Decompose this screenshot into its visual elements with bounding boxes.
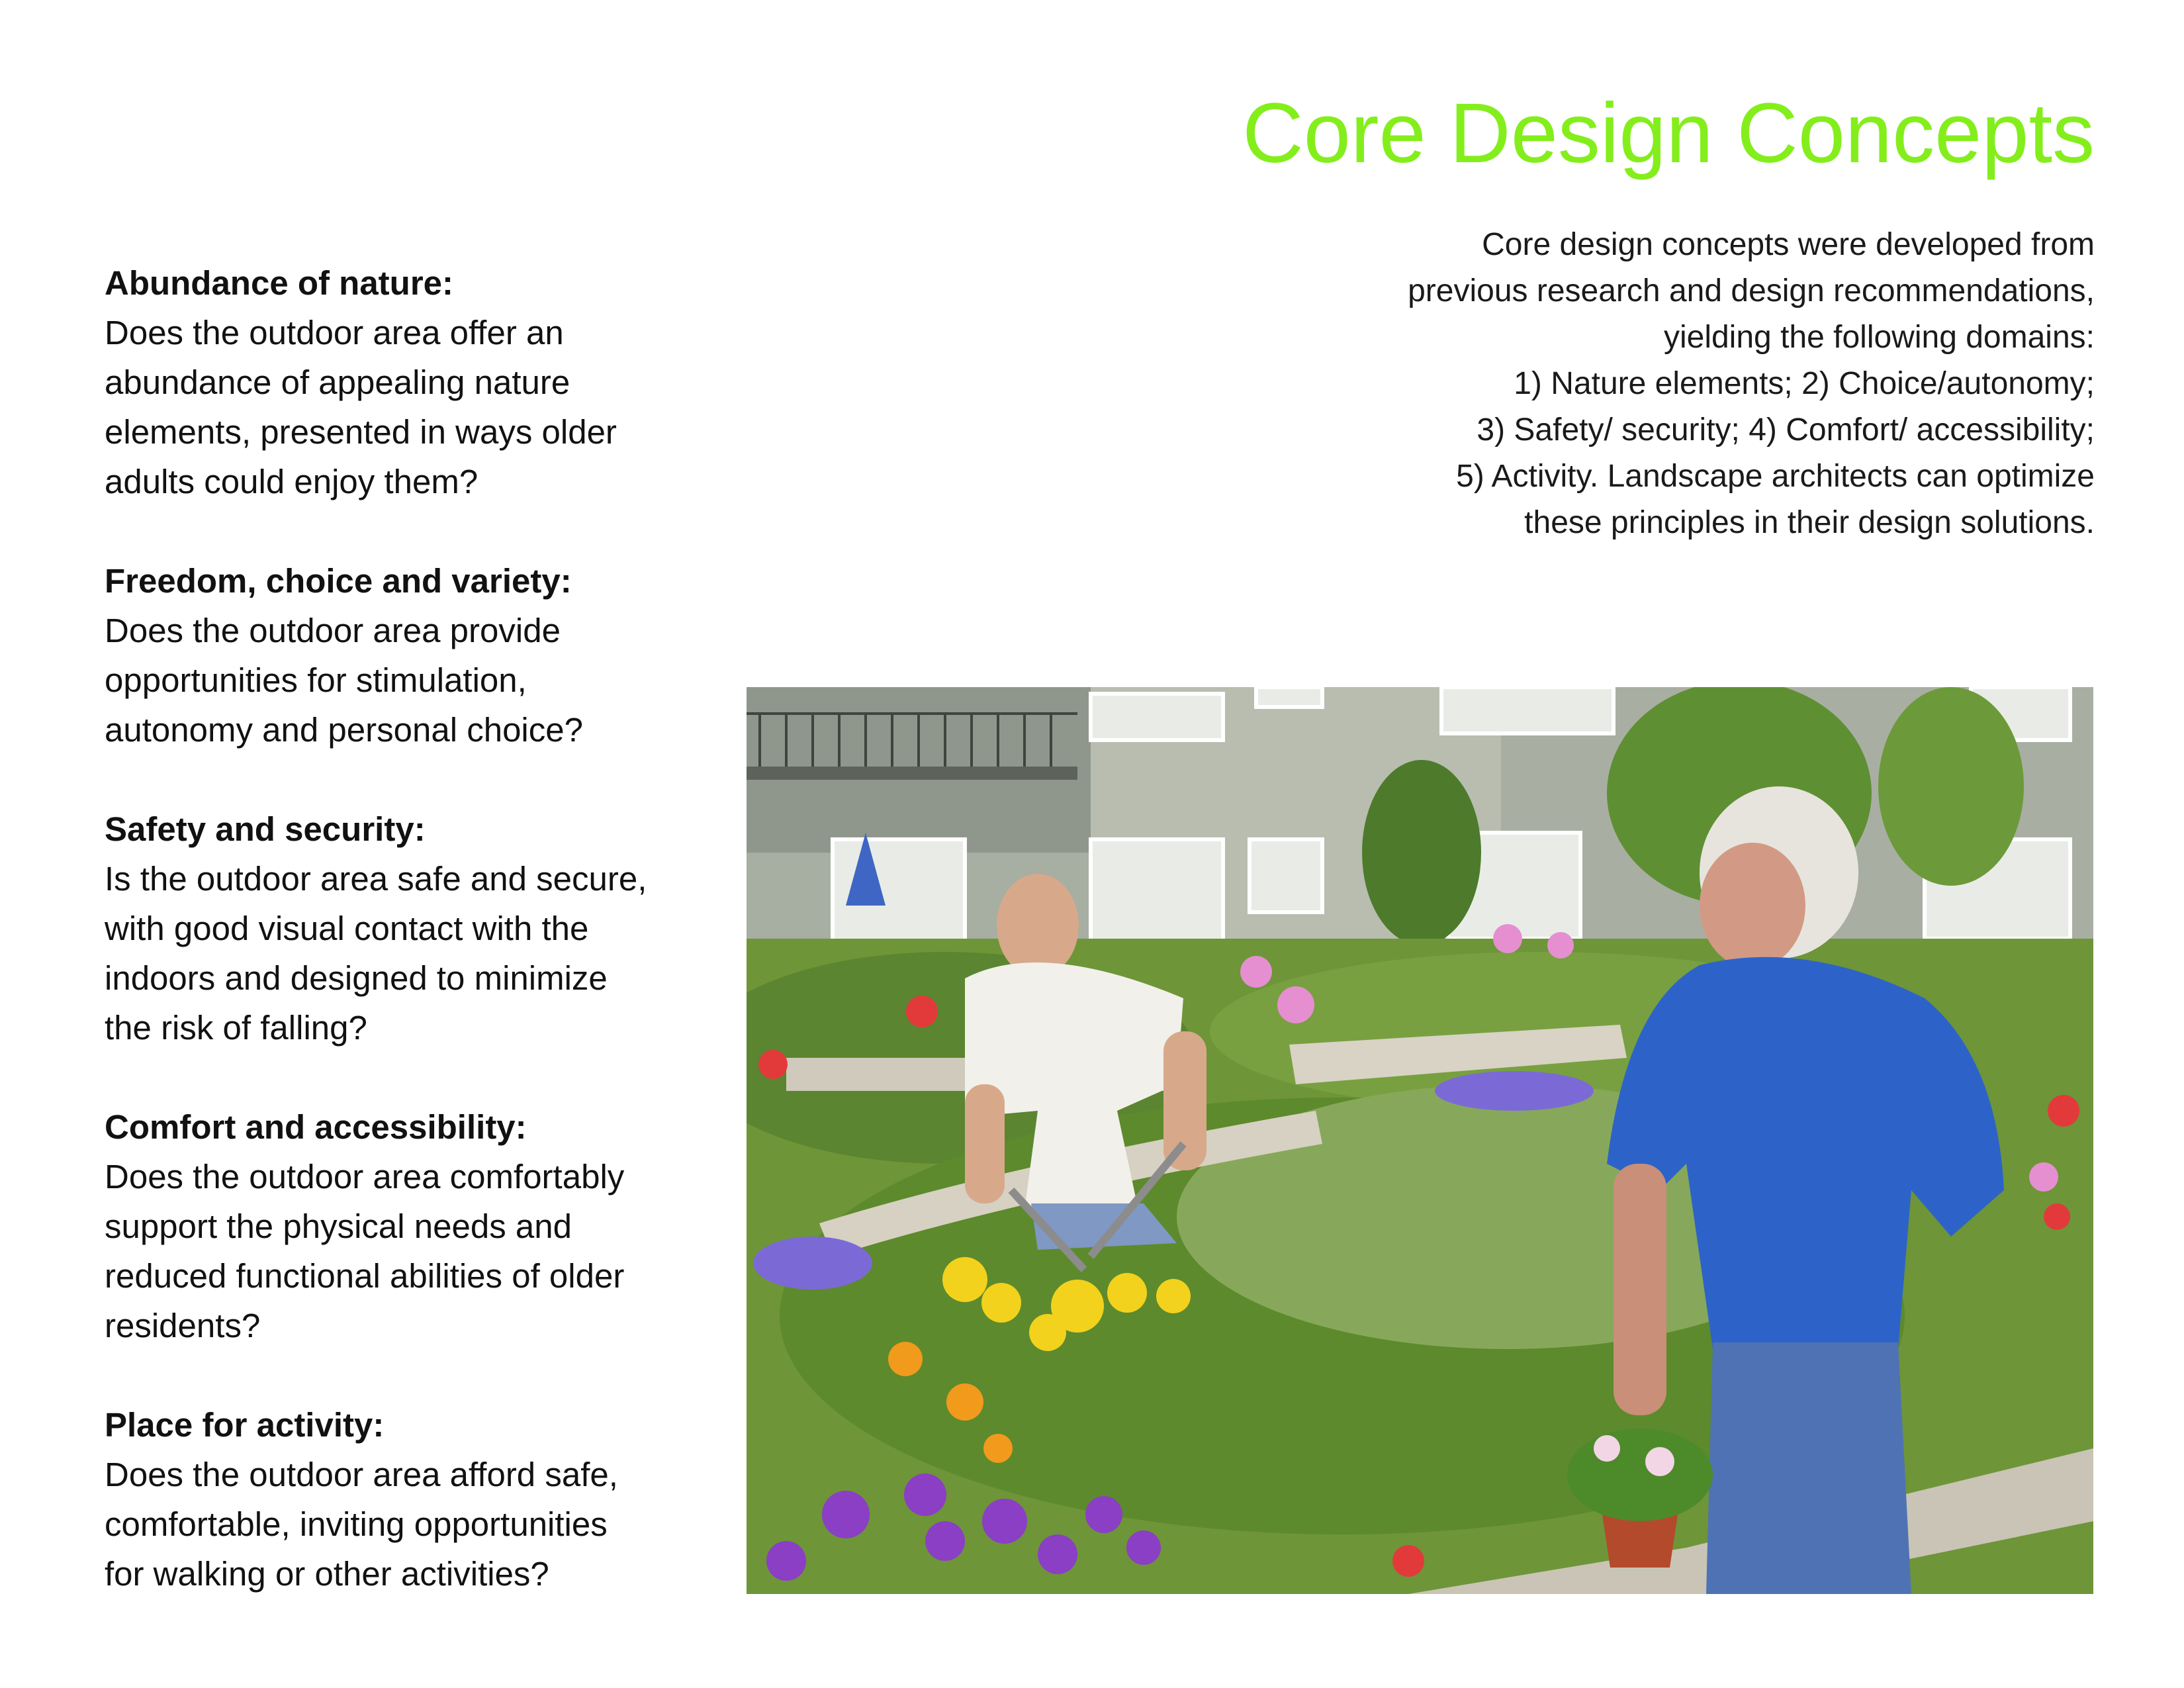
- page-title: Core Design Concepts: [1242, 86, 2095, 181]
- section-heading: Comfort and accessibility:: [105, 1108, 527, 1146]
- section-text-line: indoors and designed to minimize: [105, 959, 608, 997]
- section-text-line: comfortable, inviting opportunities: [105, 1505, 608, 1543]
- section-text-line: abundance of appealing nature: [105, 363, 570, 401]
- section-text-line: Does the outdoor area afford safe,: [105, 1456, 618, 1493]
- section-heading: Freedom, choice and variety:: [105, 562, 572, 600]
- design-questions: [105, 258, 747, 1648]
- section-text-line: adults could enjoy them?: [105, 463, 478, 500]
- section-abundance-of-nature: [105, 258, 747, 506]
- intro-line: previous research and design recommendations,: [1408, 273, 2095, 308]
- section-text-line: Is the outdoor area safe and secure,: [105, 860, 647, 898]
- section-text-line: reduced functional abilities of older: [105, 1257, 625, 1295]
- section-text-line: with good visual contact with the: [105, 910, 589, 947]
- intro-line: 1) Nature elements; 2) Choice/autonomy;: [1514, 366, 2095, 401]
- section-text-line: autonomy and personal choice?: [105, 711, 583, 749]
- section-text-line: support the physical needs and: [105, 1207, 572, 1245]
- section-heading: Abundance of nature:: [105, 264, 454, 302]
- section-place-for-activity: [105, 1400, 747, 1599]
- section-text-line: elements, presented in ways older: [105, 413, 617, 451]
- section-text-line: Does the outdoor area comfortably: [105, 1158, 625, 1196]
- section-text-line: Does the outdoor area provide: [105, 612, 561, 649]
- garden-photo-illustration: [747, 687, 2093, 1594]
- section-heading: Place for activity:: [105, 1406, 385, 1444]
- section-text-line: the risk of falling?: [105, 1009, 367, 1047]
- section-text-line: residents?: [105, 1307, 261, 1344]
- section-text-line: Does the outdoor area offer an: [105, 314, 564, 352]
- section-comfort-accessibility: [105, 1102, 747, 1350]
- intro-paragraph: [1195, 222, 2095, 546]
- intro-line: yielding the following domains:: [1663, 320, 2095, 355]
- intro-line: 5) Activity. Landscape architects can optimize: [1456, 459, 2095, 494]
- section-safety-security: [105, 804, 747, 1053]
- garden-photo: [747, 687, 2093, 1594]
- section-text-line: opportunities for stimulation,: [105, 661, 527, 699]
- section-text-line: for walking or other activities?: [105, 1555, 549, 1593]
- section-freedom-choice-variety: [105, 556, 747, 755]
- intro-line: 3) Safety/ security; 4) Comfort/ accessibility;: [1477, 412, 2095, 447]
- intro-line: Core design concepts were developed from: [1482, 227, 2095, 262]
- section-heading: Safety and security:: [105, 810, 426, 848]
- intro-line: these principles in their design solutions.: [1524, 505, 2095, 540]
